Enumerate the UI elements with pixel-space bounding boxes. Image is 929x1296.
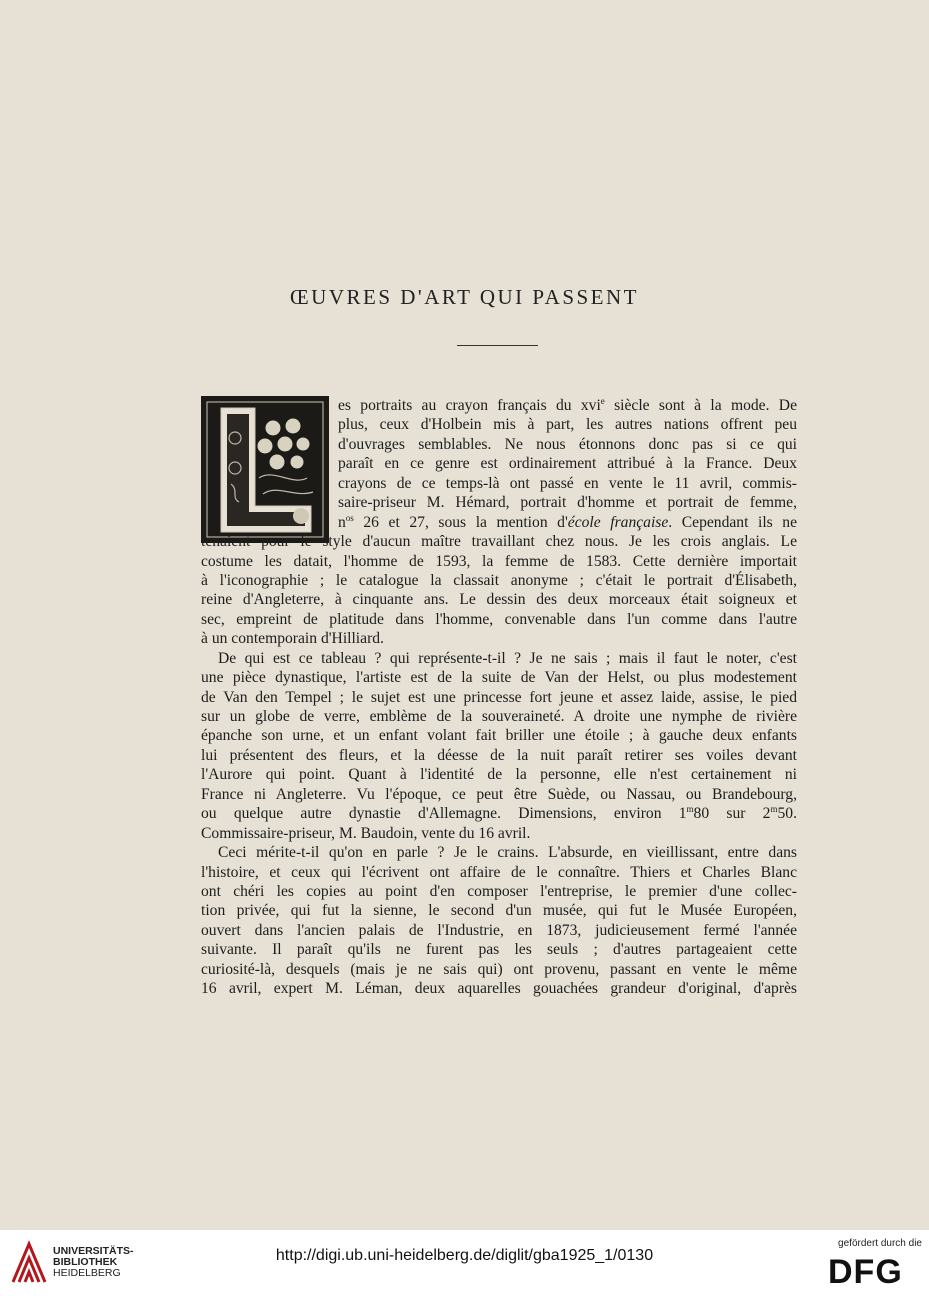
text-line: de Van den Tempel ; le sujet est une princesse fort jeune et assez laide, assise, le pied: [201, 688, 797, 706]
text-line: reine d'Angleterre, à cinquante ans. Le dessin des deux morceaux était soigneux et: [201, 591, 797, 609]
text-line: une pièce dynastique, l'artiste est de la suite de Van der Helst, ou plus modestement: [201, 669, 797, 687]
text-line: curiosité-là, desquels (mais je ne sais qui) ont provenu, passant en vente le même: [201, 960, 797, 978]
text-line: ont chéri les copies au point d'en composer l'entreprise, le premier d'une collec-: [201, 882, 797, 900]
text-line: Commissaire-priseur, M. Baudoin, vente du 16 avril.: [201, 824, 531, 842]
text-line: crayons de ce temps-là ont passé en vente le 11 avril, commis-: [338, 474, 797, 492]
article-body: [201, 396, 797, 999]
text-line: tenaient pour le style d'aucun maître travaillant chez nous. Je les crois anglais. Le: [201, 533, 797, 551]
text-line: ouvert dans l'ancien palais de l'Industrie, en 1873, judicieusement fermé l'année: [201, 921, 797, 939]
text-line: tion privée, qui fut la sienne, le second d'un musée, qui fut le Musée Européen,: [201, 902, 797, 920]
text-line: suivante. Il paraît qu'ils ne furent pas les seuls ; d'autres partageaient cette: [201, 941, 797, 959]
library-name-line: HEIDELBERG: [53, 1267, 121, 1279]
text-line: plus, ceux d'Holbein mis à part, les autres nations offrent peu: [338, 416, 797, 434]
article-title: ŒUVRES D'ART QUI PASSENT: [290, 285, 639, 309]
text-line: paraît en ce genre est ordinairement attribué à la France. Deux: [338, 455, 797, 473]
text-line: Ceci mérite-t-il qu'on en parle ? Je le crains. L'absurde, en vieillissant, entre dans: [218, 844, 797, 862]
text-line: costume les datait, l'homme de 1593, la femme de 1583. Cette dernière importait: [201, 552, 797, 570]
text-line: d'ouvrages semblables. Ne nous étonnons donc pas si ce qui: [338, 435, 797, 453]
text-line: sur un globe de verre, emblème de la souveraineté. A droite une nymphe de rivière: [201, 708, 797, 725]
dfg-logo[interactable]: DFG: [828, 1253, 903, 1291]
text-line: ou quelque autre dynastie d'Allemagne. Dimensions, environ 1$^m$80 sur 2$^m$50.: [201, 804, 797, 823]
title-divider: [457, 345, 538, 346]
text-line: l'Aurore qui point. Quant à l'identité de la personne, elle n'est certainement ni: [201, 766, 797, 784]
text-line: De qui est ce tableau ? qui représente-t-il ? Je ne sais ; mais il faut le noter, c'est: [218, 649, 797, 667]
text-line: lui présentent des fleurs, et la déesse de la nuit paraît retirer ses voiles devant: [201, 746, 797, 764]
text-line: saire-priseur M. Hémard, portrait d'homme et portrait de femme,: [338, 494, 797, 512]
permalink-url[interactable]: http://digi.ub.uni-heidelberg.de/diglit/gba1925_1/0130: [275, 1247, 654, 1264]
text-line: France ni Angleterre. Vu l'époque, ce peut être Suède, ou Nassau, ou Brandebourg,: [201, 785, 797, 803]
text-line: sec, empreint de platitude dans l'homme, convenable dans l'un comme dans l'autre: [201, 610, 797, 628]
text-line: es portraits au crayon français du xvi$^e$ siècle sont à la mode. De: [338, 395, 797, 414]
text-line: à l'iconographie ; le catalogue la classait anonyme ; c'était le portrait d'Élisabeth,: [201, 571, 797, 589]
text-line: épanche son urne, et un enfant volant fait briller une étoile ; à gauche deux enfants: [201, 727, 797, 745]
text-line: à un contemporain d'Hilliard.: [201, 630, 384, 648]
text-line: $n^{os}$ 26 et 27, sous la mention d'école française. Cependant ils ne: [338, 512, 798, 531]
funding-caption: gefördert durch die: [838, 1238, 922, 1249]
text-line: 16 avril, expert M. Léman, deux aquarelles gouachées grandeur d'original, d'après: [201, 980, 797, 998]
library-name-line: UNIVERSITÄTS-: [53, 1245, 134, 1257]
library-name-line: BIBLIOTHEK: [53, 1256, 118, 1268]
text-line: l'histoire, et ceux qui l'écrivent ont affaire de le connaître. Thiers et Charles Blanc: [201, 863, 797, 881]
